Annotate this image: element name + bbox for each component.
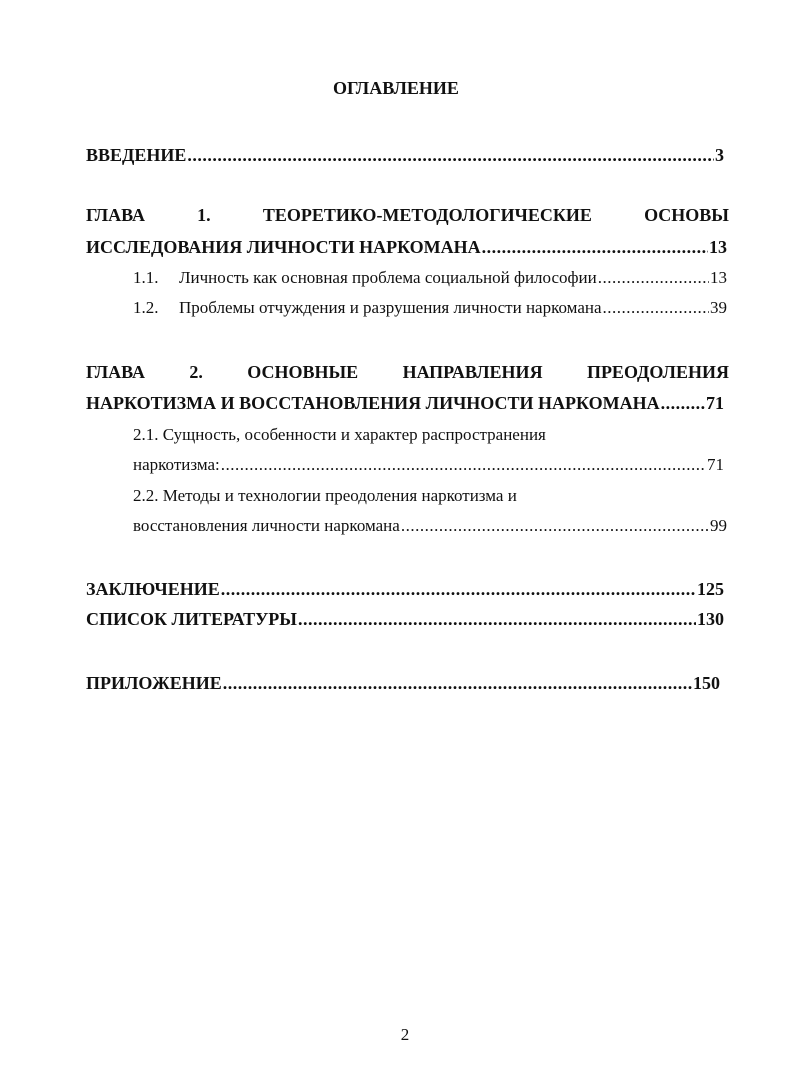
entry-label: ИССЛЕДОВАНИЯ ЛИЧНОСТИ НАРКОМАНА: [86, 237, 481, 257]
entry-label: СПИСОК ЛИТЕРАТУРЫ: [86, 609, 297, 629]
section-number: 1.1.: [133, 268, 159, 287]
leader-dots: [401, 516, 709, 536]
leader-dots: [221, 579, 696, 600]
leader-dots: [598, 268, 709, 288]
toc-entry-section-2-1-line1: 2.1. Сущность, особенности и характер распространения: [133, 425, 546, 444]
entry-label: ПРИЛОЖЕНИЕ: [86, 673, 222, 693]
leader-dots: [482, 237, 708, 258]
toc-entry-section-1-1[interactable]: [133, 268, 727, 288]
entry-page: 39: [710, 298, 727, 317]
chapter1-word: 1.: [197, 205, 211, 225]
page-number: 2: [400, 1025, 410, 1044]
toc-entry-conclusion[interactable]: [86, 579, 724, 600]
entry-label: восстановления личности наркомана: [133, 516, 400, 535]
entry-page: 125: [697, 579, 724, 599]
leader-dots: [187, 145, 714, 166]
toc-entry-section-2-2[interactable]: [133, 516, 727, 536]
entry-label: Личность как основная проблема социальной философии: [179, 268, 597, 287]
entry-page: 130: [697, 609, 724, 629]
entry-page: 71: [707, 455, 724, 474]
chapter2-word: ГЛАВА: [86, 362, 146, 382]
toc-entry-chapter1[interactable]: [86, 237, 727, 258]
entry-page: 150: [693, 673, 720, 693]
toc-entry-references[interactable]: [86, 609, 724, 630]
toc-entry-section-1-2[interactable]: [133, 298, 727, 318]
toc-title: ОГЛАВЛЕНИЕ: [333, 78, 459, 98]
entry-label: ВВЕДЕНИЕ: [86, 145, 187, 165]
toc-entry-section-2-1[interactable]: [133, 455, 724, 475]
chapter1-heading-line1: [86, 205, 729, 226]
chapter1-word: ГЛАВА: [86, 205, 146, 225]
entry-label: наркотизма:: [133, 455, 220, 474]
leader-dots: [223, 673, 692, 694]
toc-entry-chapter2[interactable]: [86, 393, 724, 414]
leader-dots: [298, 609, 696, 630]
chapter2-word: НАПРАВЛЕНИЯ: [402, 362, 543, 382]
entry-page: 71: [706, 393, 724, 413]
entry-page: 3: [715, 145, 724, 165]
toc-entry-appendix[interactable]: [86, 673, 720, 694]
chapter2-word: ОСНОВНЫЕ: [247, 362, 359, 382]
entry-page: 99: [710, 516, 727, 535]
chapter2-heading-line1: [86, 362, 729, 383]
entry-label: ЗАКЛЮЧЕНИЕ: [86, 579, 220, 599]
leader-dots: [661, 393, 705, 414]
chapter2-word: ПРЕОДОЛЕНИЯ: [586, 362, 729, 382]
chapter2-word: 2.: [189, 362, 203, 382]
toc-entry-section-2-2-line1: 2.2. Методы и технологии преодоления наркотизма и: [133, 486, 517, 505]
chapter1-word: ОСНОВЫ: [644, 205, 729, 225]
entry-page: 13: [710, 268, 727, 287]
leader-dots: [603, 298, 709, 318]
toc-entry-intro[interactable]: [86, 145, 724, 166]
entry-page: 13: [709, 237, 727, 257]
entry-label: Проблемы отчуждения и разрушения личности наркомана: [179, 298, 602, 317]
section-number: 1.2.: [133, 298, 159, 317]
entry-label: НАРКОТИЗМА И ВОССТАНОВЛЕНИЯ ЛИЧНОСТИ НАРКОМАНА: [86, 393, 660, 413]
chapter1-word: ТЕОРЕТИКО-МЕТОДОЛОГИЧЕСКИЕ: [262, 205, 592, 225]
leader-dots: [221, 455, 706, 475]
